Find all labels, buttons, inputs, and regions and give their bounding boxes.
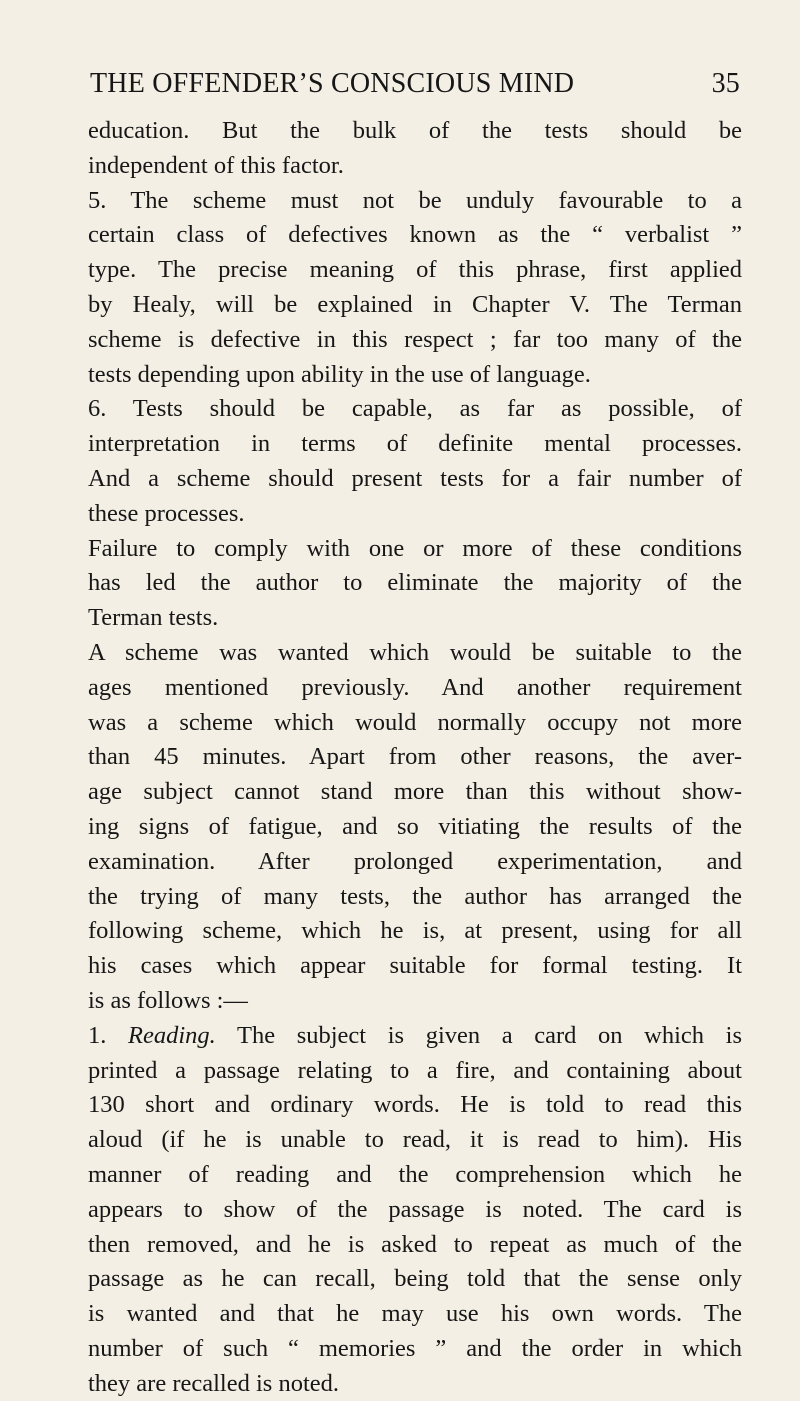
text-line: tests depending upon ability in the use of language.: [88, 360, 591, 388]
item-number: 1.: [88, 1021, 107, 1049]
text-line: examination. After prolonged experimentation, and: [88, 847, 742, 875]
text-line: aloud (if he is unable to read, it is read to him). His: [88, 1126, 742, 1154]
text-line: his cases which appear suitable for formal testing. It: [88, 952, 742, 980]
page-number: 35: [711, 68, 740, 99]
text-line: interpretation in terms of definite mental processes.: [88, 430, 742, 458]
text-line: certain class of defectives known as the “ verbalist ”: [88, 221, 742, 249]
text-line: 5. The scheme must not be unduly favourable to a: [88, 186, 742, 214]
text-line: A scheme was wanted which would be suitable to the: [88, 638, 742, 666]
text-line: than 45 minutes. Apart from other reasons, the aver-: [88, 743, 742, 771]
text-line: passage as he can recall, being told that the sense only: [88, 1265, 742, 1293]
text-line: type. The precise meaning of this phrase, first applied: [88, 256, 742, 284]
text-line: they are recalled is noted.: [88, 1369, 340, 1397]
text-line: following scheme, which he is, at present, using for all: [88, 917, 742, 945]
text-line: 6. Tests should be capable, as far as possible, of: [88, 395, 742, 423]
text-line: And a scheme should present tests for a fair number of: [88, 464, 742, 492]
page-header: [90, 68, 740, 108]
text-line: is wanted and that he may use his own words. The: [88, 1300, 742, 1328]
text-line: has led the author to eliminate the majority of the: [88, 569, 742, 597]
text-line: printed a passage relating to a fire, and containing about: [88, 1056, 742, 1084]
text-line: appears to show of the passage is noted. The card is: [88, 1195, 742, 1223]
text-line: by Healy, will be explained in Chapter V. The Terman: [88, 290, 742, 318]
text-line: age subject cannot stand more than this without show-: [88, 778, 742, 806]
text-line: ages mentioned previously. And another requirement: [88, 673, 742, 701]
item-title: Reading.: [128, 1021, 216, 1049]
text-line: then removed, and he is asked to repeat as much of the: [88, 1230, 742, 1258]
text-line: scheme is defective in this respect ; far too many of the: [88, 325, 742, 353]
text-line: the trying of many tests, the author has arranged the: [88, 882, 742, 910]
body-text: [88, 114, 742, 1401]
text-line: 130 short and ordinary words. He is told to read this: [88, 1091, 742, 1119]
item-text: The subject is given a card on which is: [215, 1021, 742, 1049]
text-line: was a scheme which would normally occupy not more: [88, 708, 742, 736]
text-line: number of such “ memories ” and the order in which: [88, 1334, 742, 1362]
text-line: is as follows :—: [88, 986, 248, 1014]
text-line: these processes.: [88, 499, 245, 527]
text-line: independent of this factor.: [88, 151, 344, 179]
text-line: ing signs of fatigue, and so vitiating the results of the: [88, 812, 742, 840]
text-line: Terman tests.: [88, 604, 219, 632]
reading-item-line: [88, 1019, 742, 1054]
text-line: Failure to comply with one or more of these conditions: [88, 534, 742, 562]
text-line: manner of reading and the comprehension which he: [88, 1160, 742, 1188]
running-head: THE OFFENDER’S CONSCIOUS MIND: [90, 68, 575, 99]
text-line: education. But the bulk of the tests should be: [88, 117, 742, 144]
